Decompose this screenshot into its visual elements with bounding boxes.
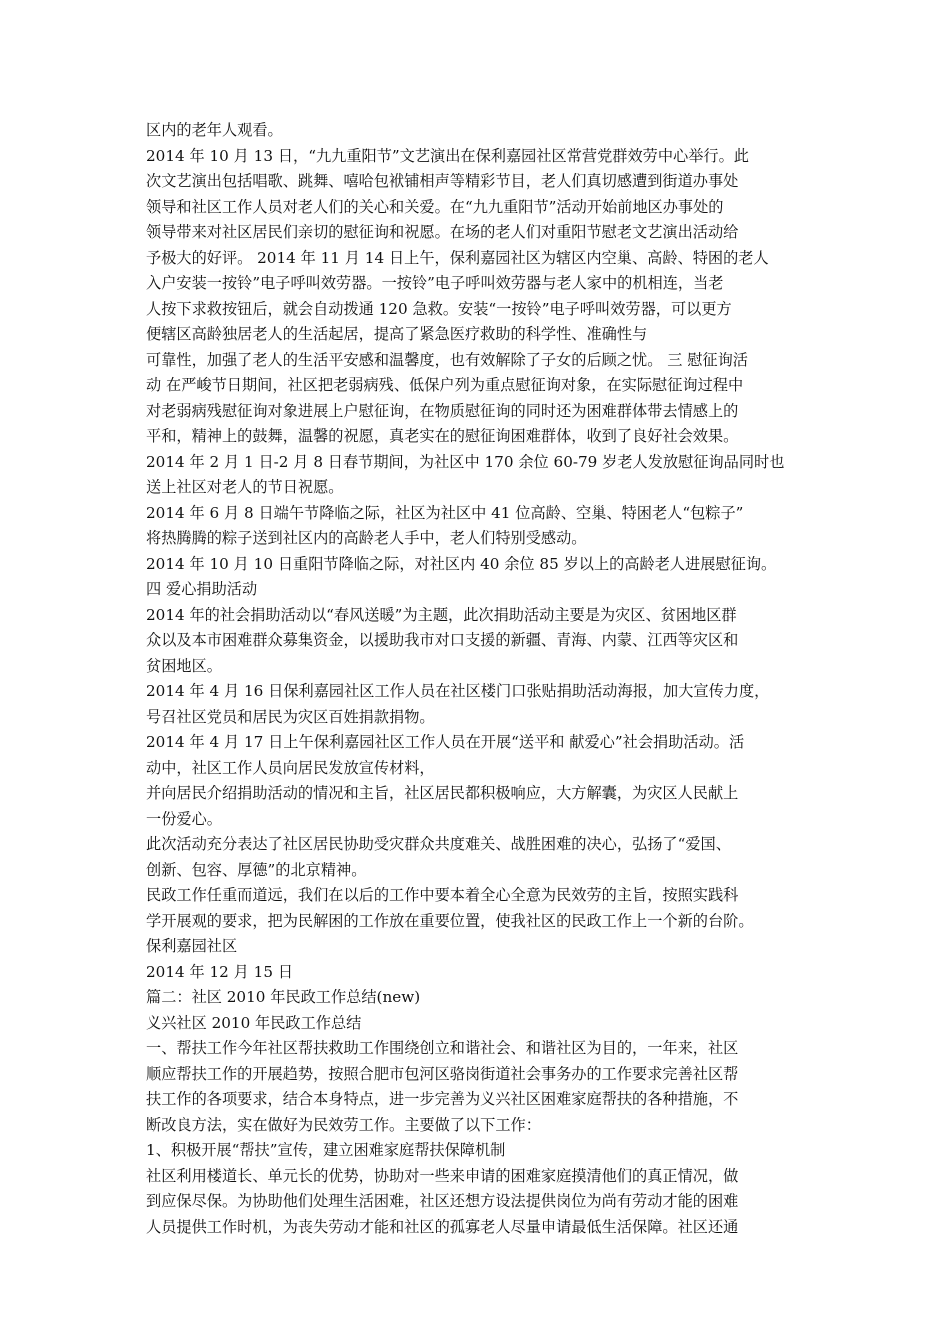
text-line: 断改良方法，实在做好为民效劳工作。主要做了以下工作： (146, 1115, 541, 1134)
text-line: 入户安装一按铃”电子呼叫效劳器。一按铃”电子呼叫效劳器与老人家中的机相连，当老 (146, 274, 724, 292)
subsection-heading: 1、积极开展“帮扶”宣传，建立困难家庭帮扶保障机制 (146, 1141, 506, 1159)
text-line: 送上社区对老人的节日祝愿。 (146, 478, 344, 496)
text-line: 予极大的好评。 2014 年 11 月 14 日上午，保利嘉园社区为辖区内空巢、高龄、特困的老人 (146, 248, 769, 267)
text-line: 扶工作的各项要求，结合本身特点，进一步完善为义兴社区困难家庭帮扶的各种措施，不 (146, 1090, 739, 1108)
text-line: 学开展观的要求，把为民解困的工作放在重要位置，使我社区的民政工作上一个新的台阶。 (146, 911, 754, 930)
document-title: 义兴社区 2010 年民政工作总结 (146, 1013, 362, 1032)
text-line: 动 在严峻节日期间，社区把老弱病残、低保户列为重点慰征询对象，在实际慰征询过程中 (146, 376, 744, 394)
text-line: 动中，社区工作人员向居民发放宣传材料， (146, 758, 435, 777)
text-line: 人按下求救按钮后，就会自动拨通 120 急救。安装“一按铃”电子呼叫效劳器，可以更方 (146, 299, 732, 318)
text-line: 平和，精神上的鼓舞，温馨的祝愿，真老实在的慰征询困难群体，收到了良好社会效果。 (146, 427, 739, 445)
text-line: 此次活动充分表达了社区居民协助受灾群众共度难关、战胜困难的决心，弘扬了“爱国、 (146, 835, 731, 853)
text-line: 便辖区高龄独居老人的生活起居，提高了紧急医疗救助的科学性、准确性与 (146, 325, 648, 343)
signature-organization: 保利嘉园社区 (146, 937, 238, 955)
section-heading: 四 爱心捐助活动 (146, 580, 258, 598)
signature-date: 2014 年 12 月 15 日 (146, 962, 294, 981)
text-line: 2014 年 4 月 17 日上午保利嘉园社区工作人员在开展“送平和 献爱心”社会捐助活动。活 (146, 733, 745, 751)
text-line: 对老弱病残慰征询对象进展上户慰征询，在物质慰征询的同时还为困难群体带去情感上的 (146, 401, 739, 420)
text-line: 顺应帮扶工作的开展趋势，按照合肥市包河区骆岗街道社会事务办的工作要求完善社区帮 (146, 1064, 739, 1083)
text-line: 号召社区党员和居民为灾区百姓捐款捐物。 (146, 707, 435, 726)
text-line: 2014 年 10 月 10 日重阳节降临之际，对社区内 40 余位 85 岁以上的高龄老人进展慰征询。 (146, 554, 777, 573)
document-body (146, 118, 826, 1240)
text-line: 领导带来对社区居民们亲切的慰征询和祝愿。在场的老人们对重阳节慰老文艺演出活动给 (146, 223, 739, 241)
text-line: 一、帮扶工作今年社区帮扶救助工作围绕创立和谐社会、和谐社区为目的，一年来，社区 (146, 1039, 739, 1057)
text-line: 2014 年 10 月 13 日，“九九重阳节”文艺演出在保利嘉园社区常营党群效劳中心举行。此 (146, 146, 749, 165)
text-line: 贫困地区。 (146, 656, 222, 675)
text-line: 领导和社区工作人员对老人们的关心和关爱。在“九九重阳节”活动开始前地区办事处的 (146, 197, 724, 216)
text-line: 民政工作任重而道远，我们在以后的工作中要本着全心全意为民效劳的主旨，按照实践科 (146, 886, 739, 904)
text-line: 创新、包容、厚德”的北京精神。 (146, 860, 367, 879)
text-line: 2014 年 2 月 1 日-2 月 8 日春节期间，为社区中 170 余位 60-79 岁老人发放慰征询品同时也 (146, 452, 785, 471)
text-line: 人员提供工作时机，为丧失劳动才能和社区的孤寡老人尽量申请最低生活保障。社区还通 (146, 1217, 739, 1236)
text-line: 2014 年 4 月 16 日保利嘉园社区工作人员在社区楼门口张贴捐助活动海报，加大宣传力度， (146, 682, 770, 700)
text-line: 将热腾腾的粽子送到社区内的高龄老人手中，老人们特别受感动。 (146, 529, 587, 547)
chapter-title: 篇二：社区 2010 年民政工作总结(new) (146, 988, 421, 1006)
text-line: 到应保尽保。为协助他们处理生活困难，社区还想方设法提供岗位为尚有劳动才能的困难 (146, 1192, 739, 1210)
text-line: 一份爱心。 (146, 809, 222, 828)
text-line: 可靠性，加强了老人的生活平安感和温馨度，也有效解除了子女的后顾之忧。 三 慰征询活 (146, 350, 748, 369)
text-line: 并向居民介绍捐助活动的情况和主旨，社区居民都积极响应，大方解囊，为灾区人民献上 (146, 784, 739, 802)
text-line: 众以及本市困难群众募集资金，以援助我市对口支援的新疆、青海、内蒙、江西等灾区和 (146, 631, 739, 649)
text-line: 2014 年的社会捐助活动以“春风送暖”为主题，此次捐助活动主要是为灾区、贫困地区群 (146, 605, 737, 624)
text-line: 次文艺演出包括唱歌、跳舞、嘻哈包袱铺相声等精彩节目，老人们真切感遭到街道办事处 (146, 172, 739, 190)
text-line: 2014 年 6 月 8 日端午节降临之际，社区为社区中 41 位高龄、空巢、特困老人“包粽子” (146, 503, 744, 522)
text-line: 区内的老年人观看。 (146, 121, 283, 139)
text-line: 社区利用楼道长、单元长的优势，协助对一些来申请的困难家庭摸清他们的真正情况，做 (146, 1166, 739, 1185)
